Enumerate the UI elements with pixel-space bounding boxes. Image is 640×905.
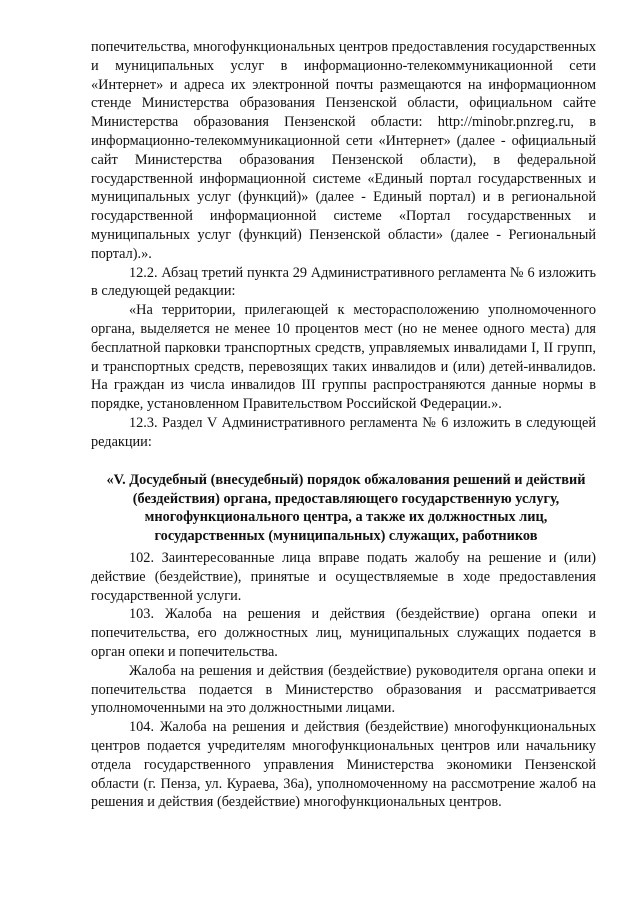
section-v-heading: «V. Досудебный (внесудебный) порядок обжалования решений и действий (бездействия) органа, предоставляющего государственную услугу, многофункционального центра, а также их должностных лиц, государственных (муниципальных) служащих, работников [106, 472, 586, 544]
amendment-text-block [91, 38, 596, 452]
paragraph-102: 102. Заинтересованные лица вправе подать жалобу на решение и (или) действие (бездействие), принятые и осуществляемые в ходе предоставления государственной услуги. [91, 550, 596, 604]
paragraph-103-second: Жалоба на решения и действия (бездействие) руководителя органа опеки и попечительства подается в Министерство образования и рассматривается уполномоченными на это должностными лицами. [91, 662, 596, 717]
item-12-2-paragraph: 12.2. Абзац третий пункта 29 Административного регламента № 6 изложить в следующей редакции: [91, 264, 596, 300]
item-12-2-quoted-text: «На территории, прилегающей к месторасположению уполномоченного органа, выделяется не менее 10 процентов мест (но не менее одного места) для бесплатной парковки транспортных средств, управляемых инвалидами I, II групп, и транспортных средств, перевозящих таких инвалидов и (или) детей-инвалидов. На граждан из числа инвалидов III группы распространяются данные нормы в порядке, установленном Правительством Российской Федерации.». [91, 302, 596, 413]
paragraph-104: 104. Жалоба на решения и действия (бездействие) многофункциональных центров подается учредителям многофункциональных центров или начальнику отдела государственного управления Министерства экономики Пензенской области (г. Пенза, ул. Кураева, 36а), уполномоченному на рассмотрение жалоб на решения и действия (бездействие) многофункциональных центров. [91, 719, 596, 811]
paragraph-103: 103. Жалоба на решения и действия (бездействие) органа опеки и попечительства, его должностных лиц, муниципальных служащих подается в орган опеки и попечительства. [91, 606, 596, 660]
item-12-3-paragraph: 12.3. Раздел V Административного регламента № 6 изложить в следующей редакции: [91, 414, 596, 450]
continuation-paragraph: попечительства, многофункциональных центров предоставления государственных и муниципальных услуг в информационно-телекоммуникационной сети «Интернет» и адреса их электронной почты размещаются на информационном стенде Министерства образования Пензенской области, официальном сайте Министерства образования Пензенской области: http://minobr.pnzreg.ru, в информационно-телекоммуникационной сети «Интернет» (далее - официальный сайт Министерства образования Пензенской области), в федеральной государственной информационной системе «Единый портал государственных и муниципальных услуг (функций)» (далее - Единый портал) и в региональной государственной информационной системе «Портал государственных и муниципальных услуг (функций) Пензенской области» (далее - Региональный портал).». [91, 39, 596, 262]
section-v-body [91, 549, 596, 812]
